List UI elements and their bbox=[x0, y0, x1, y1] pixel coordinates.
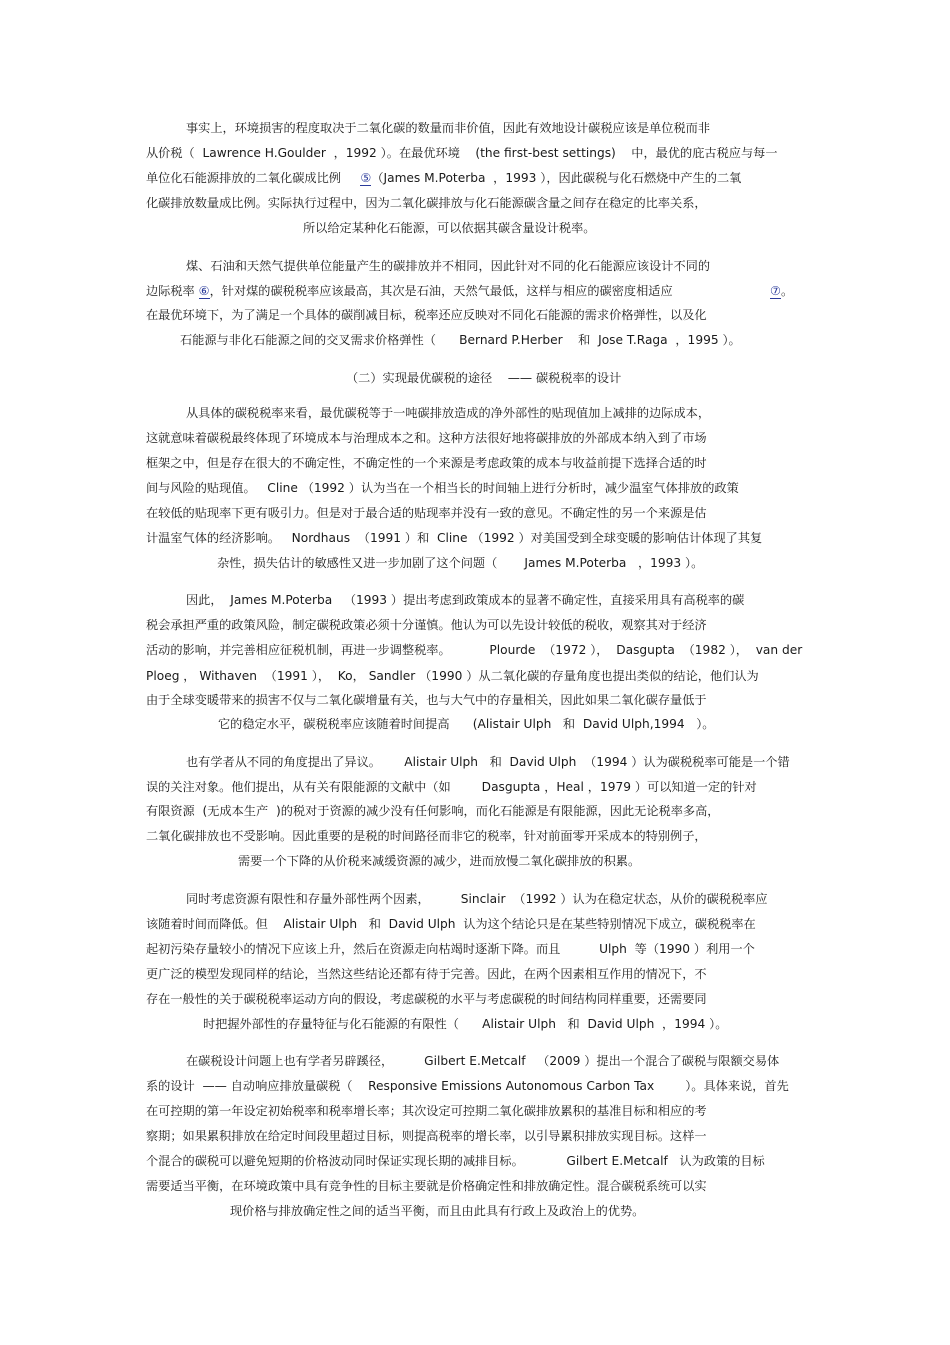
text-line: 同时考虑资源有限性和存量外部性两个因素， Sinclair （1992 ）认为在稳定状态，从价的碳税税率应 bbox=[186, 892, 768, 906]
text-line: Ploeg ， Withaven （1991 ）， Ko， Sandler （1990 ）从二氧化碳的存量角度也提出类似的结论，他们认为 bbox=[146, 669, 759, 683]
text-line: 存在一般性的关于碳税税率运动方向的假设，考虑碳税的水平与考虑碳税的时间结构同样重要，还需要同 bbox=[146, 992, 707, 1006]
text-line: 需要一个下降的从价税来减缓资源的减少，进而放慢二氧化碳排放的积累。 bbox=[238, 854, 641, 868]
text-line: 它的稳定水平，碳税税率应该随着时间提高 (Alistair Ulph 和 David Ulph,1994 ）。 bbox=[218, 717, 715, 731]
text-line: 更广泛的模型发现同样的结论，当然这些结论还都有待于完善。因此，在两个因素相互作用的情况下，不 bbox=[146, 967, 707, 981]
text-line: 因此， James M.Poterba （1993 ）提出考虑到政策成本的显著不确定性，直接采用具有高税率的碳 bbox=[186, 593, 745, 607]
text-line: 系的设计 —— 自动响应排放量碳税（ Responsive Emissions Autonomous Carbon Tax ）。具体来说，首先 bbox=[146, 1079, 789, 1093]
text-line: 框架之中，但是存在很大的不确定性，不确定性的一个来源是考虑政策的成本与收益前提下选择合适的时 bbox=[146, 456, 707, 470]
text-line: 在碳税设计问题上也有学者另辟蹊径， Gilbert E.Metcalf （2009 ）提出一个混合了碳税与限额交易体 bbox=[186, 1054, 780, 1068]
text-line: 也有学者从不同的角度提出了异议。 Alistair Ulph 和 David Ulph （1994 ）认为碳税税率可能是一个错 bbox=[186, 755, 790, 769]
text-line: 煤、石油和天然气提供单位能量产生的碳排放并不相同，因此针对不同的化石能源应该设计不同的 bbox=[186, 259, 711, 273]
text-line: 事实上，环境损害的程度取决于二氧化碳的数量而非价值，因此有效地设计碳税应该是单位税而非 bbox=[186, 121, 711, 135]
text-line: 石能源与非化石能源之间的交叉需求价格弹性（ Bernard P.Herber 和 Jose T.Raga ，1995 ）。 bbox=[180, 333, 741, 347]
text-line: 在较低的贴现率下更有吸引力。但是对于最合适的贴现率并没有一致的意见。不确定性的另一个来源是估 bbox=[146, 506, 707, 520]
text-line: 由于全球变暖带来的损害不仅与二氧化碳增量有关，也与大气中的存量相关，因此如果二氧化碳存量低于 bbox=[146, 693, 707, 707]
text-line: 这就意味着碳税最终体现了环境成本与治理成本之和。这种方法很好地将碳排放的外部成本纳入到了市场 bbox=[146, 431, 707, 445]
text-line: 误的关注对象。他们提出，从有关有限能源的文献中（如 Dasgupta ，Heal ，1979 ）可以知道一定的针对 bbox=[146, 780, 757, 794]
footnote-reference[interactable]: ⑦ bbox=[770, 284, 781, 298]
text-line: 在最优环境下，为了满足一个具体的碳削减目标，税率还应反映对不同化石能源的需求价格弹性，以及化 bbox=[146, 308, 707, 322]
text-line: ⑦。 bbox=[770, 284, 794, 298]
text-line: 活动的影响，并完善相应征税机制，再进一步调整税率。 Plourde （1972 ）， Dasgupta （1982 ）， van der bbox=[146, 643, 803, 657]
text-line: 需要适当平衡，在环境政策中具有竞争性的目标主要就是价格确定性和排放确定性。混合碳税系统可以实 bbox=[146, 1179, 707, 1193]
text-line: 起初污染存量较小的情况下应该上升，然后在资源走向枯竭时逐渐下降。而且 Ulph 等（1990 ）利用一个 bbox=[146, 942, 755, 956]
text-line: 税会承担严重的政策风险，制定碳税政策必须十分谨慎。他认为可以先设计较低的税收，观察其对于经济 bbox=[146, 618, 707, 632]
text-line: 在可控期的第一年设定初始税率和税率增长率；其次设定可控期二氧化碳排放累积的基准目标和相应的考 bbox=[146, 1104, 707, 1118]
text-line: 间与风险的贴现值。 Cline （1992 ）认为当在一个相当长的时间轴上进行分析时，减少温室气体排放的政策 bbox=[146, 481, 739, 495]
footnote-reference[interactable]: ⑤ bbox=[360, 171, 372, 185]
text-line: 从具体的碳税税率来看，最优碳税等于一吨碳排放造成的净外部性的贴现值加上减排的边际成本， bbox=[186, 406, 711, 420]
text-line: 化碳排放数量成比例。实际执行过程中，因为二氧化碳排放与化石能源碳含量之间存在稳定的比率关系， bbox=[146, 196, 707, 210]
text-line: 察期；如果累积排放在给定时间段里超过目标，则提高税率的增长率，以引导累积排放实现目标。这样一 bbox=[146, 1129, 707, 1143]
text-line: 个混合的碳税可以避免短期的价格波动同时保证实现长期的减排目标。 Gilbert E.Metcalf 认为政策的目标 bbox=[146, 1154, 765, 1168]
text-line: 边际税率 ⑥，针对煤的碳税税率应该最高，其次是石油，天然气最低，这样与相应的碳密度相适应 bbox=[146, 284, 673, 298]
text-line: 现价格与排放确定性之间的适当平衡，而且由此具有行政上及政治上的优势。 bbox=[230, 1204, 645, 1218]
text-line: 单位化石能源排放的二氧化碳成比例 ⑤（James M.Poterba ，1993 ），因此碳税与化石燃烧中产生的二氧 bbox=[146, 171, 742, 185]
section-heading: （二）实现最优碳税的途径 —— 碳税税率的设计 bbox=[346, 371, 622, 385]
text-line: 所以给定某种化石能源，可以依据其碳含量设计税率。 bbox=[303, 221, 596, 235]
text-line: 杂性，损失估计的敏感性又进一步加剧了这个问题（ James M.Poterba ，1993 ）。 bbox=[217, 556, 704, 570]
text-line: 时把握外部性的存量特征与化石能源的有限性（ Alistair Ulph 和 David Ulph ，1994 ）。 bbox=[203, 1017, 728, 1031]
text-line: 该随着时间而降低。但 Alistair Ulph 和 David Ulph 认为这个结论只是在某些特别情况下成立，碳税税率在 bbox=[146, 917, 756, 931]
text-line: 从价税（ Lawrence H.Goulder ，1992 ）。在最优环境 (the first-best settings) 中，最优的庇古税应与每一 bbox=[146, 146, 778, 160]
text-line: 计温室气体的经济影响。 Nordhaus （1991 ）和 Cline （1992 ）对美国受到全球变暖的影响估计体现了其复 bbox=[146, 531, 763, 545]
footnote-reference[interactable]: ⑥ bbox=[198, 284, 210, 298]
text-line: 二氧化碳排放也不受影响。因此重要的是税的时间路径而非它的税率，针对前面零开采成本的特别例子， bbox=[146, 829, 707, 843]
text-line: 有限资源 (无成本生产 )的税对于资源的减少没有任何影响，而化石能源是有限能源，因此无论税率多高， bbox=[146, 804, 720, 818]
